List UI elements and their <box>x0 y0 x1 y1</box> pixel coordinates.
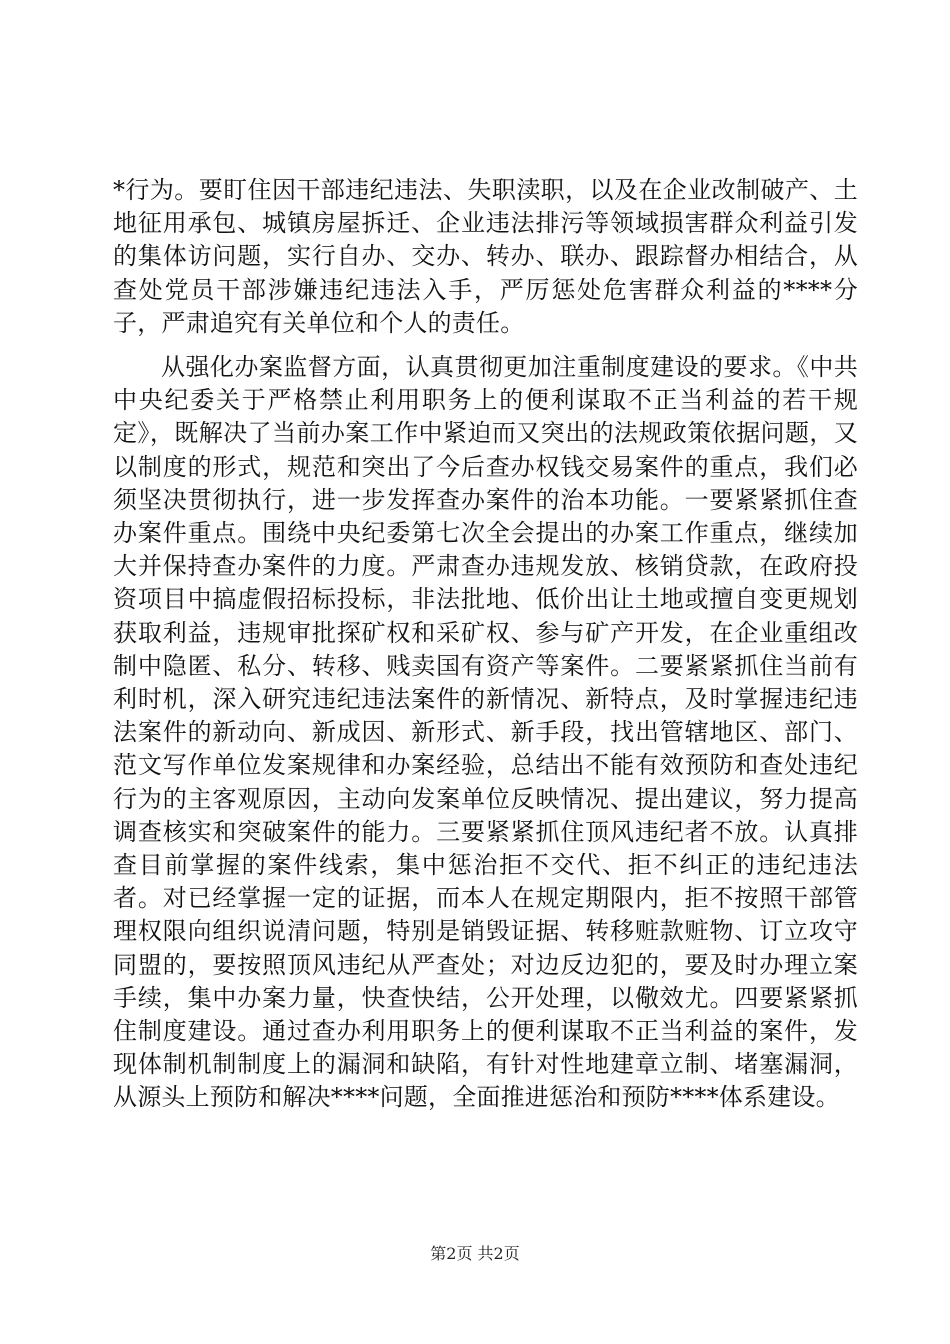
body-paragraph-2: 从强化办案监督方面，认真贯彻更加注重制度建设的要求。《中共中央纪委关于严格禁止利用职务上的便利谋取不正当利益的若干规定》，既解决了当前办案工作中紧迫而又突出的法规政策依据问题，又以制度的形式，规范和突出了今后查办权钱交易案件的重点，我们必须坚决贯彻执行，进一步发挥查办案件的治本功能。一要紧紧抓住查办案件重点。围绕中央纪委第七次全会提出的办案工作重点，继续加大并保持查办案件的力度。严肃查办违规发放、核销贷款，在政府投资项目中搞虚假招标投标，非法批地、低价出让土地或擅自变更规划获取利益，违规审批探矿权和采矿权、参与矿产开发，在企业重组改制中隐匿、私分、转移、贱卖国有资产等案件。二要紧紧抓住当前有利时机，深入研究违纪违法案件的新情况、新特点，及时掌握违纪违法案件的新动向、新成因、新形式、新手段，找出管辖地区、部门、范文写作单位发案规律和办案经验，总结出不能有效预防和查处违纪行为的主客观原因，主动向发案单位反映情况、提出建议，努力提高调查核实和突破案件的能力。三要紧紧抓住顶风违纪者不放。认真排查目前掌握的案件线索，集中惩治拒不交代、拒不纠正的违纪违法者。对已经掌握一定的证据，而本人在规定期限内，拒不按照干部管理权限向组织说清问题，特别是销毁证据、转移赃款赃物、订立攻守同盟的，要按照顶风违纪从严查处；对边反边犯的，要及时办理立案手续，集中办案力量，快查快结，公开处理，以儆效尤。四要紧紧抓住制度建设。通过查办利用职务上的便利谋取不正当利益的案件，发现体制机制制度上的漏洞和缺陷，有针对性地建章立制、堵塞漏洞，从源头上预防和解决****问题，全面推进惩治和预防****体系建设。 <box>113 353 858 1112</box>
page-number-footer: 第2页 共2页 <box>430 1244 520 1263</box>
body-paragraph-1: *行为。要盯住因干部违纪违法、失职渎职，以及在企业改制破产、土地征用承包、城镇房屋拆迁、企业违法排污等领域损害群众利益引发的集体访问题，实行自办、交办、转办、联办、跟踪督办相结合，从查处党员干部涉嫌违纪违法入手，严厉惩处危害群众利益的****分子，严肃追究有关单位和个人的责任。 <box>113 176 858 337</box>
